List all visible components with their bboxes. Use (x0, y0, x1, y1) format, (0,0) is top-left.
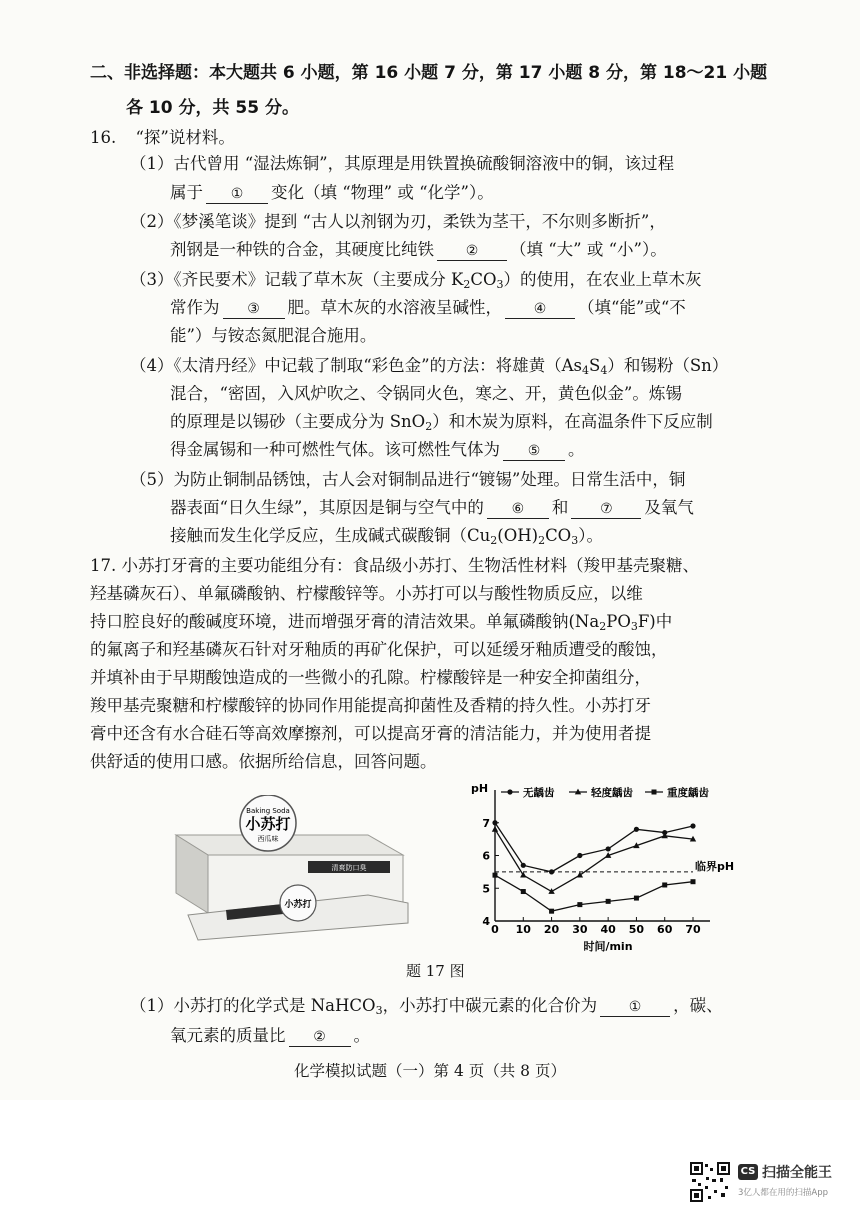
y-tick-label: 6 (482, 849, 490, 863)
toothpaste-product-image (168, 795, 413, 945)
y-tick-label: 4 (482, 915, 490, 928)
series-circle (492, 820, 695, 874)
x-tick-label: 30 (572, 923, 588, 936)
y-tick-label: 7 (482, 816, 490, 830)
x-tick-label: 10 (515, 923, 531, 936)
q17-sub1-line2: 氧元素的质量比 ② 。 (170, 1026, 370, 1045)
q17-line4: 的氟离子和羟基磷灰石针对牙釉质的再矿化保护，可以延缓牙釉质遭受的酸蚀， (90, 640, 668, 659)
qr-code-icon (690, 1162, 730, 1202)
q17-blank-1[interactable]: ① (600, 998, 670, 1017)
legend-label: 无龋齿 (523, 787, 555, 799)
blank-6[interactable]: ⑥ (487, 500, 549, 519)
q16-part2-line1: （2）《梦溪笔谈》提到 “古人以剂钢为刃，柔铁为茎干，不尔则多断折”， (130, 212, 666, 231)
data-point-square (652, 790, 657, 795)
q16-part3-line3: 能”）与铵态氮肥混合施用。 (170, 326, 377, 345)
figure-caption: 题 17 图 (406, 962, 465, 980)
camscanner-logo: CS (738, 1164, 758, 1180)
blank-7[interactable]: ⑦ (571, 500, 641, 519)
blank-2[interactable]: ② (437, 242, 507, 261)
q16-part4-line1: （4）《太清丹经》中记载了制取“彩色金”的方法：将雄黄$(As_4S_4)$和锡粉（Sn） (130, 356, 729, 377)
x-tick-label: 50 (628, 923, 645, 936)
q16-title-text: “探”说材料。 (135, 128, 235, 147)
data-point-square (521, 889, 526, 894)
legend-label: 轻度龋齿 (591, 787, 633, 799)
ph-chart (465, 778, 740, 953)
data-point-circle (690, 823, 695, 828)
q16-part5-line1: （5）为防止铜制品锈蚀，古人会对铜制品进行“镀锡”处理。日常生活中，铜 (130, 470, 686, 489)
x-tick-label: 0 (491, 923, 499, 936)
data-point-square (634, 896, 639, 901)
data-point-circle (606, 846, 611, 851)
data-point-circle (507, 789, 512, 794)
data-point-triangle (577, 872, 583, 878)
box-label: 清爽防口臭 (331, 864, 367, 872)
q17-line5: 并填补由于早期酸蚀造成的一些微小的孔隙。柠檬酸锌是一种安全抑菌组分， (90, 668, 651, 687)
data-point-circle (492, 820, 497, 825)
section-heading-cont: 各 10 分，共 55 分。 (126, 98, 299, 118)
q16-part1-line1: （1）古代曾用 “湿法炼铜”，其原理是用铁置换硫酸铜溶液中的铜，该过程 (130, 154, 675, 173)
data-point-square (493, 873, 498, 878)
data-point-square (662, 882, 667, 887)
data-point-triangle (548, 888, 554, 894)
data-point-square (606, 899, 611, 904)
q16-part3-line2: 常作为 ③ 肥。草木灰的水溶液呈碱性， ④ （填“能”或“不 (170, 298, 686, 317)
data-point-square (577, 902, 582, 907)
tube-brand: 小苏打 (284, 900, 312, 910)
q16-part4-line4: 得金属锡和一种可燃性气体。该可燃性气体为 ⑤ 。 (170, 440, 585, 459)
x-tick-label: 70 (685, 923, 701, 936)
section-heading: 二、非选择题：本大题共 6 小题，第 16 小题 7 分，第 17 小题 8 分，第 18～21 小题 (90, 63, 768, 83)
q16-part5-line2: 器表面“日久生绿”，其原因是铜与空气中的 ⑥ 和 ⑦ 及氧气 (170, 498, 694, 517)
y-tick-label: 5 (482, 882, 490, 896)
legend-label: 重度龋齿 (667, 787, 709, 799)
q16-part3-line1: （3）《齐民要术》记载了草木灰（主要成分 $K_2CO_3$）的使用，在农业上草木灰 (130, 270, 702, 291)
q17-line7: 膏中还含有水合硅石等高效摩擦剂，可以提高牙膏的清洁能力，并为使用者提 (90, 724, 651, 743)
q17-line1: 17. 小苏打牙膏的主要功能组分有：食品级小苏打、生物活性材料（羧甲基壳聚糖、 (90, 556, 699, 575)
data-point-circle (521, 863, 526, 868)
q16-number: 16. (90, 128, 117, 147)
data-point-circle (634, 827, 639, 832)
x-tick-label: 60 (657, 923, 673, 936)
q16-part2-line2: 剂钢是一种铁的合金，其硬度比纯铁 ② （填 “大” 或 “小”）。 (170, 240, 667, 259)
scanner-watermark (688, 1160, 858, 1210)
brand-cn: 小苏打 (245, 815, 291, 833)
q17-line2: 羟基磷灰石）、单氟磷酸钠、柠檬酸锌等。小苏打可以与酸性物质反应，以维 (90, 584, 643, 603)
q16-title (90, 128, 235, 148)
x-axis-label: 时间/min (583, 940, 633, 953)
y-axis-label: pH (471, 782, 489, 795)
x-tick-label: 20 (543, 923, 560, 936)
q17-line6: 羧甲基壳聚糖和柠檬酸锌的协同作用能提高抑菌性及香精的持久性。小苏打牙 (90, 696, 651, 715)
q16-part1-line2: 属于 ① 变化（填 “物理” 或 “化学”）。 (170, 183, 494, 202)
data-point-circle (549, 869, 554, 874)
q17-sub1-line1: （1）小苏打的化学式是 NaHCO$_3$，小苏打中碳元素的化合价为 ① ，碳、 (130, 996, 723, 1017)
series-line (495, 829, 693, 891)
data-point-circle (577, 853, 582, 858)
critical-ph-label: 临界pH (695, 859, 735, 873)
q16-part4-line3: 的原理是以锡砂（主要成分为 SnO$_2$）和木炭为原料，在高温条件下反应制 (170, 412, 713, 433)
scanner-name: 扫描全能王 (762, 1165, 832, 1181)
q17-line3: 持口腔良好的酸碱度环境，进而增强牙膏的清洁效果。单氟磷酸钠$(Na_2PO_3F)$中 (90, 612, 673, 633)
series-square (493, 873, 696, 914)
q17-line8: 供舒适的使用口感。依据所给信息，回答问题。 (90, 752, 437, 771)
blank-5[interactable]: ⑤ (503, 442, 565, 461)
blank-1[interactable]: ① (206, 185, 268, 204)
q16-part5-line3: 接触而发生化学反应，生成碱式碳酸铜$(Cu_2(OH)_2CO_3)$。 (170, 526, 603, 547)
variant: 西瓜味 (257, 835, 279, 843)
brand-en: Baking Soda (246, 807, 290, 815)
blank-4[interactable]: ④ (505, 300, 575, 319)
x-tick-label: 40 (600, 923, 616, 936)
q16-part4-line2: 混合，“密固，入风炉吹之、令锅同火色，寒之、开，黄色似金”。炼锡 (170, 384, 682, 403)
q17-blank-2[interactable]: ② (289, 1028, 351, 1047)
page-footer: 化学模拟试题（一）第 4 页（共 8 页） (294, 1062, 566, 1080)
data-point-square (549, 909, 554, 914)
data-point-square (691, 879, 696, 884)
scanner-tagline: 3亿人都在用的扫描App (738, 1188, 829, 1198)
blank-3[interactable]: ③ (223, 300, 285, 319)
